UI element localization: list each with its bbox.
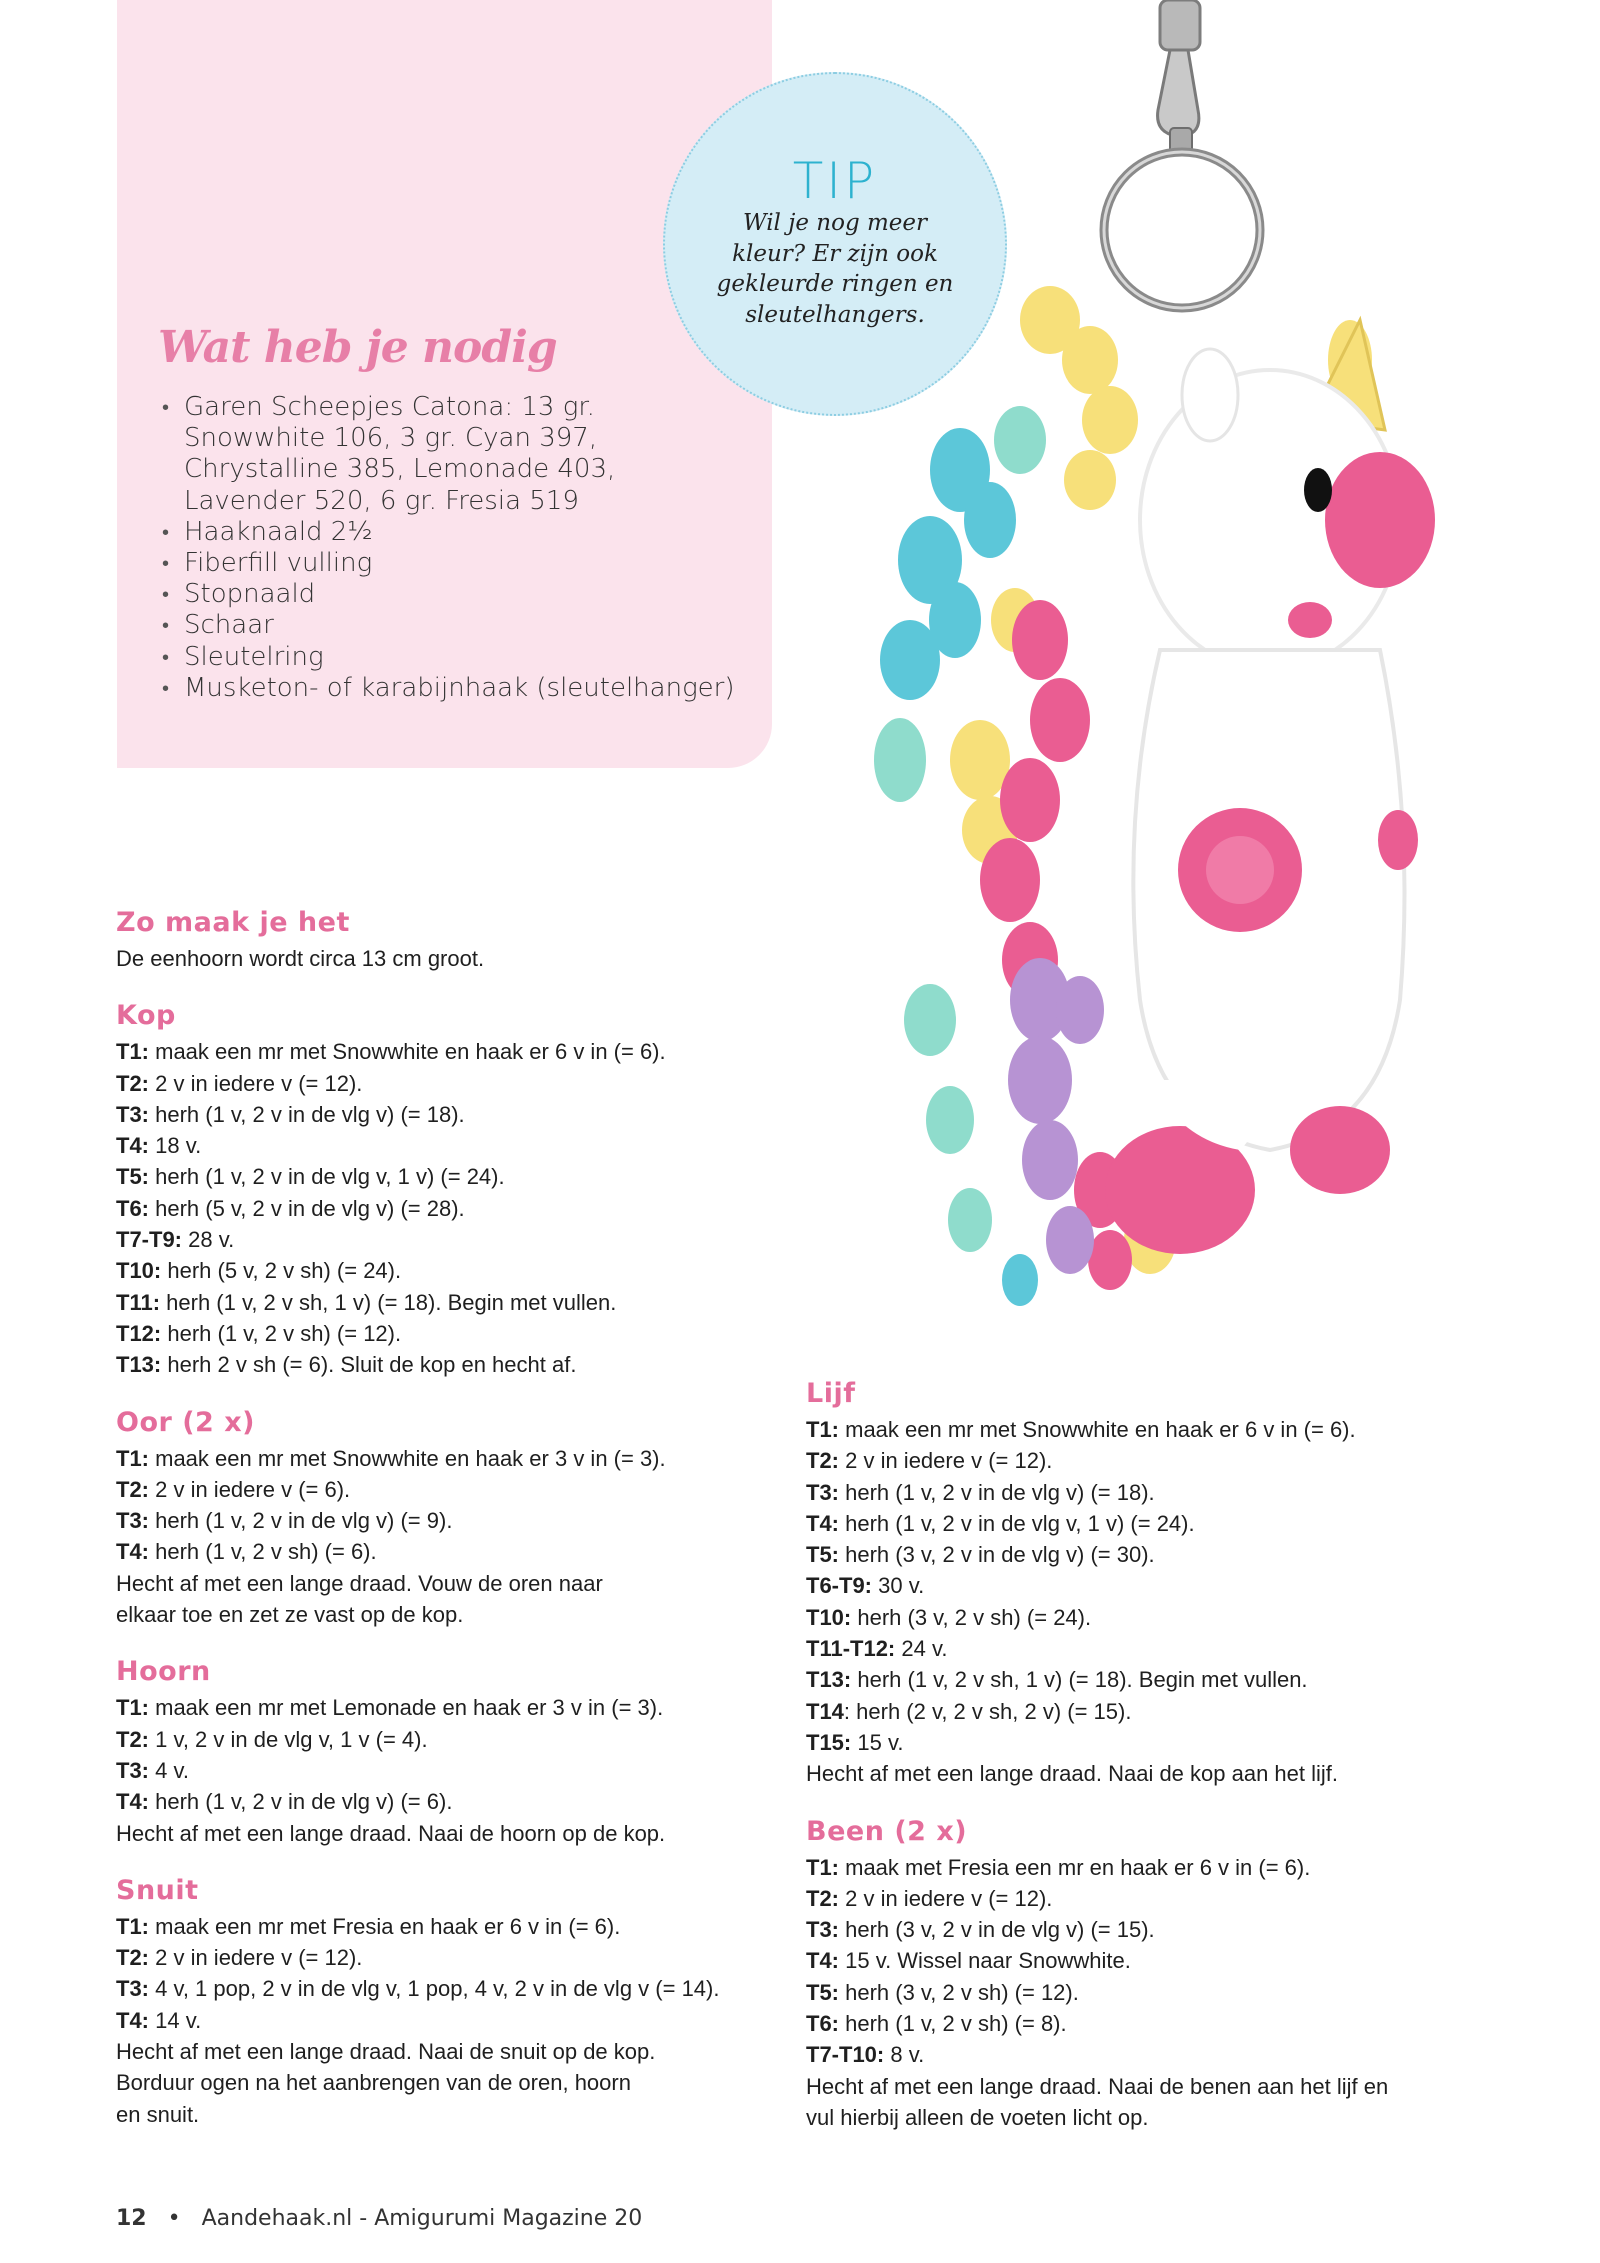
instruction-row: T1: maak een mr met Fresia en haak er 6 v in (= 6). [116,1913,621,1939]
needs-title: Wat heb je nodig [158,322,557,373]
instruction-row: T1: maak een mr met Snowwhite en haak er 3 v in (= 3). [116,1445,666,1471]
instruction-row: T2: 2 v in iedere v (= 12). [116,1070,363,1096]
instruction-row: T11-T12: 24 v. [806,1636,948,1662]
instruction-row: T2: 2 v in iedere v (= 12). [116,1945,363,1971]
footer-separator: • [167,2206,181,2231]
instruction-row: Hecht af met een lange draad. Naai de snuit op de kop. [116,2039,656,2065]
needs-item: • Garen Scheepjes Catona: 13 gr. Snowwhite 106, 3 gr. Cyan 397, Chrystalline 385, Lemonade 403, Lavender 520, 6 gr. Fresia 519 [162,392,682,517]
instruction-row: T14: herh (2 v, 2 v sh, 2 v) (= 15). [806,1698,1132,1724]
section-title-oor: Oor (2 x) [116,1406,255,1438]
instruction-row: en snuit. [116,2101,200,2127]
instruction-row: T3: herh (1 v, 2 v in de vlg v) (= 18). [116,1101,465,1127]
snout [1325,452,1435,588]
instruction-row: Borduur ogen na het aanbrengen van de oren, hoorn [116,2070,631,2096]
instruction-row: T10: herh (3 v, 2 v sh) (= 24). [806,1604,1092,1630]
instruction-row: T5: herh (3 v, 2 v in de vlg v) (= 30). [806,1542,1155,1568]
instruction-row: Hecht af met een lange draad. Vouw de oren naar [116,1570,603,1596]
needs-list [162,392,752,704]
section-title-snuit: Snuit [116,1874,199,1906]
instruction-row: T11: herh (1 v, 2 v sh, 1 v) (= 18). Begin met vullen. [116,1289,617,1315]
instruction-row: T1: maak met Fresia een mr en haak er 6 v in (= 6). [806,1854,1311,1880]
needs-item: • Fiberfill vulling [162,548,752,579]
clasp-icon [1158,0,1200,154]
section-title-been: Been (2 x) [806,1815,968,1847]
section-title-kop: Kop [116,1000,176,1032]
instruction-row: T4: herh (1 v, 2 v in de vlg v) (= 6). [116,1789,453,1815]
instruction-row: T2: 2 v in iedere v (= 12). [806,1448,1053,1474]
needs-item: • Sleutelring [162,642,752,673]
instruction-row: T13: herh 2 v sh (= 6). Sluit de kop en hecht af. [116,1352,577,1378]
instruction-row: T4: 14 v. [116,2007,202,2033]
section-title-hoorn: Hoorn [116,1656,211,1688]
needs-item: • Haaknaald 2½ [162,517,752,548]
instruction-row: T5: herh (1 v, 2 v in de vlg v, 1 v) (= 24). [116,1164,505,1190]
instruction-row: Hecht af met een lange draad. Naai de kop aan het lijf. [806,1761,1339,1787]
intro-title: Zo maak je het [116,907,350,938]
intro-text: De eenhoorn wordt circa 13 cm groot. [116,946,485,971]
instruction-row: T3: herh (3 v, 2 v in de vlg v) (= 15). [806,1917,1155,1943]
instruction-row: T4: 18 v. [116,1133,202,1159]
instruction-row: T7-T9: 28 v. [116,1227,235,1253]
instruction-row: T3: 4 v. [116,1757,189,1783]
instruction-row: T4: herh (1 v, 2 v sh) (= 6). [116,1539,377,1565]
instruction-row: T12: herh (1 v, 2 v sh) (= 12). [116,1320,402,1346]
instruction-row: T4: herh (1 v, 2 v in de vlg v, 1 v) (= 24). [806,1510,1195,1536]
instructions-right [806,1374,1506,2133]
instructions-left [116,903,776,2130]
instruction-row: T3: herh (1 v, 2 v in de vlg v) (= 9). [116,1508,453,1534]
section-lijf-rows [806,1414,1506,1790]
section-title-lijf: Lijf [806,1378,856,1409]
instruction-row: T1: maak een mr met Lemonade en haak er 3 v in (= 3). [116,1695,664,1721]
instruction-row: T4: 15 v. Wissel naar Snowwhite. [806,1948,1131,1974]
section-kop-rows [116,1036,776,1380]
instruction-row: T7-T10: 8 v. [806,2042,925,2068]
needs-item: • Stopnaald [162,579,752,610]
instruction-row: T2: 2 v in iedere v (= 12). [806,1885,1053,1911]
instruction-row: T5: herh (3 v, 2 v sh) (= 12). [806,1979,1079,2005]
instruction-row: T6: herh (5 v, 2 v in de vlg v) (= 28). [116,1195,465,1221]
instruction-row: T3: 4 v, 1 pop, 2 v in de vlg v, 1 pop, 4 v, 2 v in de vlg v (= 14). [116,1976,720,2002]
instruction-row: T6: herh (1 v, 2 v sh) (= 8). [806,2011,1067,2037]
instruction-row: T2: 2 v in iedere v (= 6). [116,1476,351,1502]
section-hoorn-rows [116,1692,776,1848]
instruction-row: T1: maak een mr met Snowwhite en haak er 6 v in (= 6). [116,1039,666,1065]
tip-title: TIP [792,152,878,210]
instruction-row: Hecht af met een lange draad. Naai de benen aan het lijf en [806,2073,1389,2099]
unicorn-keychain-photo [840,0,1440,1340]
tip-text: Wil je nog meer kleur? Er zijn ook gekleurde ringen en sleutelhangers. [716,210,954,328]
instruction-row: T10: herh (5 v, 2 v sh) (= 24). [116,1258,402,1284]
footer-text: Aandehaak.nl - Amigurumi Magazine 20 [201,2206,643,2231]
instruction-row: T3: herh (1 v, 2 v in de vlg v) (= 18). [806,1479,1155,1505]
section-oor-rows [116,1443,776,1631]
instruction-row: T15: 15 v. [806,1729,904,1755]
needs-item: • Schaar [162,610,752,641]
instruction-row: elkaar toe en zet ze vast op de kop. [116,1602,464,1628]
instruction-row: Hecht af met een lange draad. Naai de hoorn op de kop. [116,1820,666,1846]
needs-item: • Musketon- of karabijnhaak (sleutelhanger) [162,673,752,704]
page-number: 12 [116,2206,147,2231]
page-footer [116,2206,642,2231]
leg [1290,1106,1390,1194]
instruction-row: T6-T9: 30 v. [806,1573,925,1599]
eye [1304,468,1332,512]
instruction-row: T2: 1 v, 2 v in de vlg v, 1 v (= 4). [116,1726,428,1752]
section-snuit-rows [116,1911,776,2130]
instruction-row: T1: maak een mr met Snowwhite en haak er 6 v in (= 6). [806,1417,1356,1442]
section-been-rows [806,1852,1506,2134]
instruction-row: T13: herh (1 v, 2 v sh, 1 v) (= 18). Begin met vullen. [806,1667,1308,1693]
instruction-row: vul hierbij alleen de voeten licht op. [806,2104,1149,2130]
